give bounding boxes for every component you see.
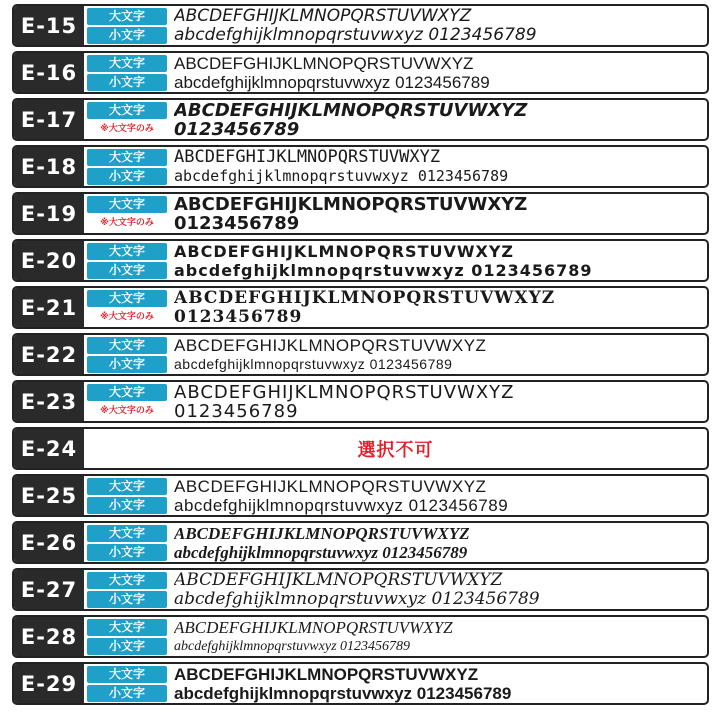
font-code: E-20 xyxy=(14,241,84,280)
uppercase-sample: ABCDEFGHIJKLMNOPQRSTUVWXYZ xyxy=(174,336,487,355)
uppercase-only-note: ※大文字のみ xyxy=(100,406,154,416)
uppercase-label: 大文字 xyxy=(87,666,167,683)
case-labels xyxy=(87,478,167,516)
font-sample xyxy=(174,54,701,92)
uppercase-label: 大文字 xyxy=(87,102,167,119)
font-sample xyxy=(174,7,701,45)
uppercase-label: 大文字 xyxy=(87,572,167,589)
case-labels xyxy=(87,55,167,93)
font-code: E-21 xyxy=(14,288,84,327)
uppercase-sample: ABCDEFGHIJKLMNOPQRSTUVWXYZ xyxy=(174,242,515,261)
font-row-e22[interactable] xyxy=(12,333,709,376)
uppercase-sample: ABCDEFGHIJKLMNOPQRSTUVWXYZ xyxy=(174,148,441,167)
case-labels xyxy=(87,666,167,704)
font-row-e29[interactable] xyxy=(12,662,709,705)
case-labels xyxy=(87,337,167,375)
case-labels xyxy=(87,243,167,281)
case-labels xyxy=(87,384,167,420)
uppercase-label: 大文字 xyxy=(87,290,167,307)
font-row-e25[interactable] xyxy=(12,474,709,517)
uppercase-label: 大文字 xyxy=(87,243,167,260)
uppercase-label: 大文字 xyxy=(87,149,167,166)
font-code: E-23 xyxy=(14,382,84,421)
font-sample xyxy=(174,524,701,562)
unavailable-notice: 選択不可 xyxy=(357,439,434,461)
lowercase-sample: abcdefghijklmnopqrstuvwxyz 0123456789 xyxy=(174,639,411,654)
font-sample xyxy=(174,242,701,280)
font-row-e23[interactable] xyxy=(12,380,709,423)
uppercase-sample: ABCDEFGHIJKLMNOPQRSTUVWXYZ xyxy=(174,571,503,590)
lowercase-label: 小文字 xyxy=(87,27,167,44)
lowercase-label: 小文字 xyxy=(87,356,167,373)
lowercase-sample: abcdefghijklmnopqrstuvwxyz 0123456789 xyxy=(174,684,512,703)
font-row-e18[interactable] xyxy=(12,145,709,188)
lowercase-label: 小文字 xyxy=(87,74,167,91)
digits-sample: 0123456789 xyxy=(174,307,303,327)
lowercase-sample: abcdefghijklmnopqrstuvwxyz 0123456789 xyxy=(174,25,537,45)
lowercase-label: 小文字 xyxy=(87,638,167,655)
lowercase-sample: abcdefghijklmnopqrstuvwxyz 0123456789 xyxy=(174,589,540,609)
font-code: E-26 xyxy=(14,523,84,562)
font-sample xyxy=(174,289,701,327)
uppercase-sample: ABCDEFGHIJKLMNOPQRSTUVWXYZ xyxy=(174,524,470,543)
uppercase-sample: ABCDEFGHIJKLMNOPQRSTUVWXYZ xyxy=(174,101,528,121)
case-labels xyxy=(87,525,167,563)
font-row-e24 xyxy=(12,427,709,470)
font-row-e19[interactable] xyxy=(12,192,709,235)
font-sample xyxy=(174,336,701,374)
lowercase-sample: abcdefghijklmnopqrstuvwxyz 0123456789 xyxy=(174,73,490,92)
font-code: E-22 xyxy=(14,335,84,374)
font-code: E-28 xyxy=(14,617,84,656)
lowercase-sample: abcdefghijklmnopqrstuvwxyz 0123456789 xyxy=(174,496,509,515)
font-row-e27[interactable] xyxy=(12,568,709,611)
lowercase-label: 小文字 xyxy=(87,168,167,185)
digits-sample: 0123456789 xyxy=(174,401,299,421)
uppercase-sample: ABCDEFGHIJKLMNOPQRSTUVWXYZ xyxy=(174,618,453,637)
lowercase-label: 小文字 xyxy=(87,262,167,279)
uppercase-only-note: ※大文字のみ xyxy=(100,312,154,322)
uppercase-sample: ABCDEFGHIJKLMNOPQRSTUVWXYZ xyxy=(174,383,515,403)
uppercase-only-note: ※大文字のみ xyxy=(100,124,154,134)
font-sample xyxy=(174,148,701,186)
font-row-e15[interactable] xyxy=(12,4,709,47)
lowercase-sample: abcdefghijklmnopqrstuvwxyz 0123456789 xyxy=(174,167,509,185)
font-code: E-15 xyxy=(14,6,84,45)
font-code: E-25 xyxy=(14,476,84,515)
lowercase-label: 小文字 xyxy=(87,591,167,608)
font-sample xyxy=(174,477,701,515)
lowercase-label: 小文字 xyxy=(87,497,167,514)
case-labels xyxy=(87,102,167,138)
uppercase-sample: ABCDEFGHIJKLMNOPQRSTUVWXYZ xyxy=(174,195,528,215)
font-sample xyxy=(174,618,701,656)
uppercase-label: 大文字 xyxy=(87,55,167,72)
font-code: E-27 xyxy=(14,570,84,609)
digits-sample: 0123456789 xyxy=(174,213,300,233)
uppercase-label: 大文字 xyxy=(87,337,167,354)
uppercase-only-note: ※大文字のみ xyxy=(100,218,154,228)
font-row-e28[interactable] xyxy=(12,615,709,658)
case-labels xyxy=(87,572,167,610)
case-labels xyxy=(87,8,167,46)
lowercase-label: 小文字 xyxy=(87,544,167,561)
uppercase-label: 大文字 xyxy=(87,196,167,213)
font-row-e17[interactable] xyxy=(12,98,709,141)
case-labels xyxy=(87,196,167,232)
lowercase-sample: abcdefghijklmnopqrstuvwxyz 0123456789 xyxy=(174,543,468,562)
font-sample xyxy=(174,101,701,139)
case-labels xyxy=(87,619,167,657)
uppercase-sample: ABCDEFGHIJKLMNOPQRSTUVWXYZ xyxy=(174,289,556,308)
font-sample xyxy=(174,195,701,233)
font-code: E-17 xyxy=(14,100,84,139)
font-code: E-19 xyxy=(14,194,84,233)
uppercase-label: 大文字 xyxy=(87,384,167,401)
lowercase-sample: abcdefghijklmnopqrstuvwxyz 0123456789 xyxy=(174,356,453,372)
uppercase-sample: ABCDEFGHIJKLMNOPQRSTUVWXYZ xyxy=(174,7,472,26)
font-sample xyxy=(174,665,701,703)
font-row-e16[interactable] xyxy=(12,51,709,94)
font-code: E-16 xyxy=(14,53,84,92)
font-sample xyxy=(174,383,701,421)
uppercase-sample: ABCDEFGHIJKLMNOPQRSTUVWXYZ xyxy=(174,54,474,73)
uppercase-label: 大文字 xyxy=(87,478,167,495)
digits-sample: 0123456789 xyxy=(174,119,300,139)
uppercase-label: 大文字 xyxy=(87,8,167,25)
font-code: E-29 xyxy=(14,664,84,703)
lowercase-sample: abcdefghijklmnopqrstuvwxyz 0123456789 xyxy=(174,261,593,280)
case-labels xyxy=(87,149,167,187)
font-sample xyxy=(174,571,701,609)
case-labels xyxy=(87,290,167,326)
font-code: E-18 xyxy=(14,147,84,186)
uppercase-label: 大文字 xyxy=(87,619,167,636)
font-code: E-24 xyxy=(14,429,84,468)
font-row-e20[interactable] xyxy=(12,239,709,282)
uppercase-label: 大文字 xyxy=(87,525,167,542)
uppercase-sample: ABCDEFGHIJKLMNOPQRSTUVWXYZ xyxy=(174,665,479,684)
font-row-e21[interactable] xyxy=(12,286,709,329)
uppercase-sample: ABCDEFGHIJKLMNOPQRSTUVWXYZ xyxy=(174,477,487,496)
lowercase-label: 小文字 xyxy=(87,685,167,702)
font-row-e26[interactable] xyxy=(12,521,709,564)
